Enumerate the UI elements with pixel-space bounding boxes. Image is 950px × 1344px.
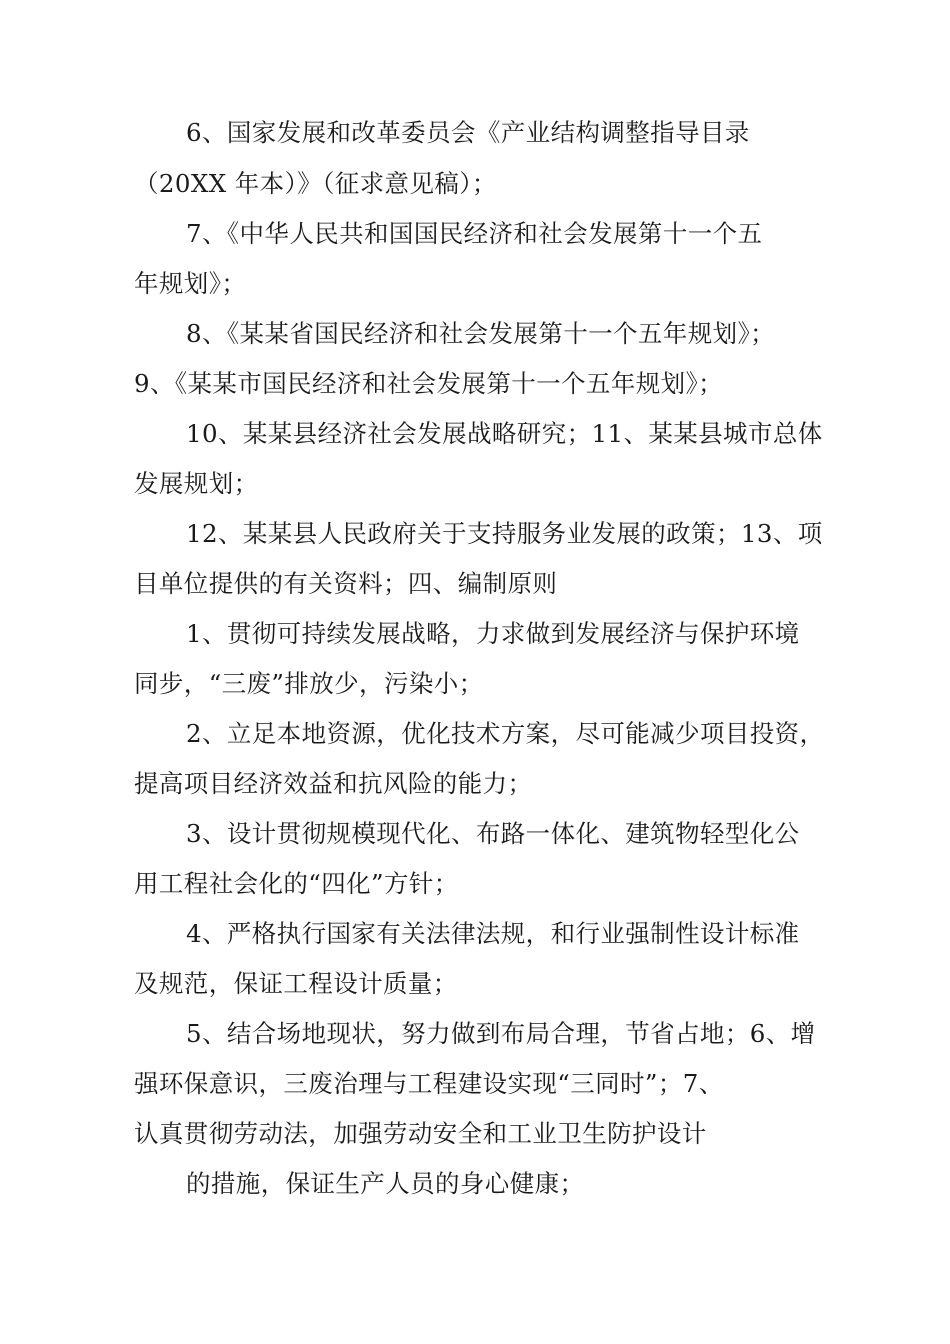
- text-line-4: 年规划》；: [134, 269, 247, 298]
- text-line-16: 用工程社会化的“四化”方针；: [134, 869, 459, 898]
- text-line-13: 2、立足本地资源，优化技术方案，尽可能减少项目投资，: [186, 719, 825, 748]
- text-line-20: 强环保意识，三废治理与工程建设实现“三同时”；7、: [134, 1069, 724, 1098]
- text-line-2: （20XX 年本）》（征求意见稿）；: [134, 169, 497, 198]
- text-line-12: 同步，“三废”排放少，污染小；: [134, 669, 484, 698]
- text-line-9: 12、某某县人民政府关于支持服务业发展的政策；13、项: [186, 519, 823, 548]
- text-line-5: 8、《某某省国民经济和社会发展第十一个五年规划》；: [186, 319, 776, 348]
- text-line-21: 认真贯彻劳动法，加强劳动安全和工业卫生防护设计: [134, 1119, 707, 1148]
- text-line-22: 的措施，保证生产人员的身心健康；: [186, 1169, 585, 1198]
- text-line-18: 及规范，保证工程设计质量；: [134, 969, 458, 998]
- text-line-8: 发展规划；: [134, 469, 259, 498]
- text-line-15: 3、设计贯彻规模现代化、布路一体化、建筑物轻型化公: [186, 819, 800, 848]
- text-line-19: 5、结合场地现状，努力做到布局合理，节省占地；6、增: [186, 1019, 816, 1048]
- text-line-6: 9、《某某市国民经济和社会发展第十一个五年规划》；: [134, 369, 724, 398]
- text-line-3: 7、《中华人民共和国国民经济和社会发展第十一个五: [186, 219, 763, 248]
- text-line-10: 目单位提供的有关资料；四、编制原则: [134, 569, 558, 598]
- text-line-7: 10、某某县经济社会发展战略研究；11、某某县城市总体: [186, 419, 823, 448]
- text-line-14: 提高项目经济效益和抗风险的能力；: [134, 769, 533, 798]
- text-line-11: 1、贯彻可持续发展战略，力求做到发展经济与保护环境: [186, 619, 800, 648]
- text-line-17: 4、严格执行国家有关法律法规，和行业强制性设计标准: [186, 919, 800, 948]
- text-line-1: 6、国家发展和改革委员会《产业结构调整指导目录: [186, 118, 750, 147]
